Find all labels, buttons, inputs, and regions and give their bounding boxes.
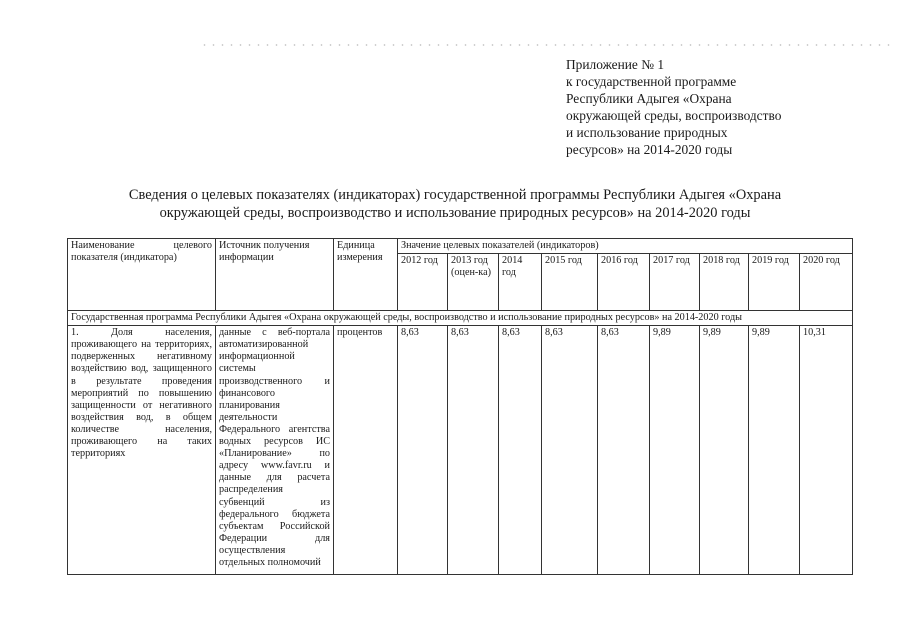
year-2014: 2014 год: [499, 254, 542, 311]
value-2012: 8,63: [398, 326, 448, 575]
header-values: Значение целевых показателей (индикаторов): [398, 239, 853, 254]
value-2014: 8,63: [499, 326, 542, 575]
indicator-source: данные с веб-портала автоматизированной информационной системы производственного и финансового планирования деятельности Федерального агентства водных ресурсов ИС «Планирование» по адресу www.favr.ru и данные для расчета распределения субвенций из федерального бюджета субъектам Российской Федерации для осуществления отдельных полномочий: [216, 326, 334, 575]
header-source: Источник получения информации: [216, 239, 334, 311]
value-2017: 9,89: [650, 326, 700, 575]
year-2019: 2019 год: [749, 254, 800, 311]
document-title: Сведения о целевых показателях (индикаторах) государственной программы Республики Адыгея «Охрана окружающей среды, воспроизводство и использование природных ресурсов» на 2014-2020 годы: [128, 187, 782, 221]
header-unit: Единица измерения: [334, 239, 398, 311]
value-2018: 9,89: [700, 326, 749, 575]
indicator-unit: процентов: [334, 326, 398, 575]
value-2016: 8,63: [598, 326, 650, 575]
year-2020: 2020 год: [800, 254, 853, 311]
value-2013: 8,63: [448, 326, 499, 575]
year-2013: 2013 год (оцен-ка): [448, 254, 499, 311]
program-row: [68, 311, 853, 326]
program-title: Государственная программа Республики Адыгея «Охрана окружающей среды, воспроизводство и использование природных ресурсов» на 2014-2020 годы: [68, 311, 853, 326]
year-2012: 2012 год: [398, 254, 448, 311]
year-2015: 2015 год: [542, 254, 598, 311]
year-2016: 2016 год: [598, 254, 650, 311]
appendix-note: Приложение № 1 к государственной программе Республики Адыгея «Охрана окружающей среды, воспроизводство и использование природных ресурсов» на 2014-2020 годы: [566, 57, 782, 157]
indicators-table: [67, 238, 853, 575]
indicator-name: 1. Доля населения, проживающего на территориях, подверженных негативному воздействию вод, защищенного в результате проведения мероприятий по повышению защищенности от негативного воздействия вод, в общем количестве населения, проживающего на таких территориях: [68, 326, 216, 575]
header-name: Наименование целевого показателя (индикатора): [68, 239, 216, 311]
year-2017: 2017 год: [650, 254, 700, 311]
value-2019: 9,89: [749, 326, 800, 575]
table-row: [68, 326, 853, 575]
value-2015: 8,63: [542, 326, 598, 575]
year-2018: 2018 год: [700, 254, 749, 311]
scan-dotted-line: [200, 44, 890, 46]
value-2020: 10,31: [800, 326, 853, 575]
header-row-1: [68, 239, 853, 254]
